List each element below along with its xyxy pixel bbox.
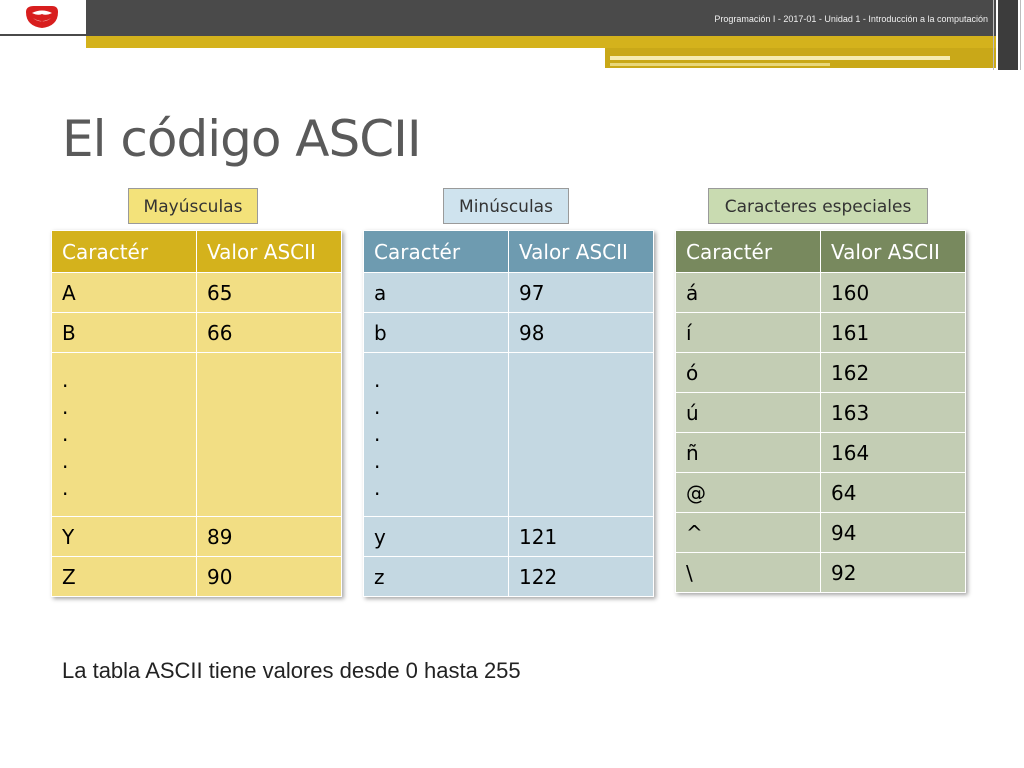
header-accent-strip xyxy=(610,56,950,60)
table-row xyxy=(52,273,342,313)
header-divider xyxy=(993,0,994,70)
cell-value: 66 xyxy=(197,313,342,353)
table-row xyxy=(676,313,966,353)
cell-char: í xyxy=(676,313,821,353)
page-title: El código ASCII xyxy=(62,110,421,168)
cell-char: y xyxy=(364,517,509,557)
label-especiales: Caracteres especiales xyxy=(708,188,928,224)
table-header-row xyxy=(52,231,342,273)
cell-char: ñ xyxy=(676,433,821,473)
table-row xyxy=(364,557,654,597)
cell-value: 160 xyxy=(821,273,966,313)
cell-char: ú xyxy=(676,393,821,433)
header-caracter: Caractér xyxy=(676,231,821,273)
cell-value: 65 xyxy=(197,273,342,313)
cell-value: 98 xyxy=(509,313,654,353)
header-valor-ascii: Valor ASCII xyxy=(197,231,342,273)
cell-char: ^ xyxy=(676,513,821,553)
cell-ellipsis: . . . . . xyxy=(52,353,197,517)
breadcrumb: Programación I - 2017-01 - Unidad 1 - Introducción a la computación xyxy=(714,14,988,24)
cell-char: Z xyxy=(52,557,197,597)
table-row-ellipsis xyxy=(52,353,342,517)
footer-note: La tabla ASCII tiene valores desde 0 hasta 255 xyxy=(62,658,521,683)
cell-value: 164 xyxy=(821,433,966,473)
table-row xyxy=(676,433,966,473)
cell-value: 90 xyxy=(197,557,342,597)
cell-char: Y xyxy=(52,517,197,557)
cell-value xyxy=(509,353,654,517)
cell-value: 97 xyxy=(509,273,654,313)
table-row xyxy=(676,273,966,313)
table-minusculas xyxy=(363,230,654,597)
table-row xyxy=(676,393,966,433)
cell-value: 161 xyxy=(821,313,966,353)
table-row xyxy=(52,557,342,597)
table-row xyxy=(52,313,342,353)
header-caracter: Caractér xyxy=(364,231,509,273)
cell-value: 64 xyxy=(821,473,966,513)
cell-char: A xyxy=(52,273,197,313)
header-accent-bar xyxy=(86,36,1024,48)
cell-char: \ xyxy=(676,553,821,593)
cell-value xyxy=(197,353,342,517)
cell-value: 94 xyxy=(821,513,966,553)
cell-char: b xyxy=(364,313,509,353)
table-especiales xyxy=(675,230,966,593)
cell-ellipsis: . . . . . xyxy=(364,353,509,517)
cell-value: 89 xyxy=(197,517,342,557)
label-mayusculas: Mayúsculas xyxy=(128,188,258,224)
cell-value: 92 xyxy=(821,553,966,593)
table-row xyxy=(52,517,342,557)
cell-value: 121 xyxy=(509,517,654,557)
table-row xyxy=(676,473,966,513)
table-row xyxy=(364,273,654,313)
table-row xyxy=(676,513,966,553)
cell-char: @ xyxy=(676,473,821,513)
table-header-row xyxy=(364,231,654,273)
table-header-row xyxy=(676,231,966,273)
logo-container xyxy=(0,0,86,34)
header-right-block xyxy=(998,0,1018,70)
table-mayusculas xyxy=(51,230,342,597)
table-row xyxy=(676,553,966,593)
cell-value: 163 xyxy=(821,393,966,433)
cell-char: B xyxy=(52,313,197,353)
header-accent-strip-thin xyxy=(610,63,830,66)
cell-value: 122 xyxy=(509,557,654,597)
header-valor-ascii: Valor ASCII xyxy=(821,231,966,273)
table-row xyxy=(676,353,966,393)
cell-char: z xyxy=(364,557,509,597)
table-row xyxy=(364,313,654,353)
header-caracter: Caractér xyxy=(52,231,197,273)
cell-char: á xyxy=(676,273,821,313)
header-valor-ascii: Valor ASCII xyxy=(509,231,654,273)
table-row xyxy=(364,517,654,557)
table-row-ellipsis xyxy=(364,353,654,517)
cell-char: a xyxy=(364,273,509,313)
cell-value: 162 xyxy=(821,353,966,393)
cell-char: ó xyxy=(676,353,821,393)
label-minusculas: Minúsculas xyxy=(443,188,569,224)
upc-logo-icon xyxy=(22,4,62,30)
header-divider xyxy=(1020,0,1021,70)
